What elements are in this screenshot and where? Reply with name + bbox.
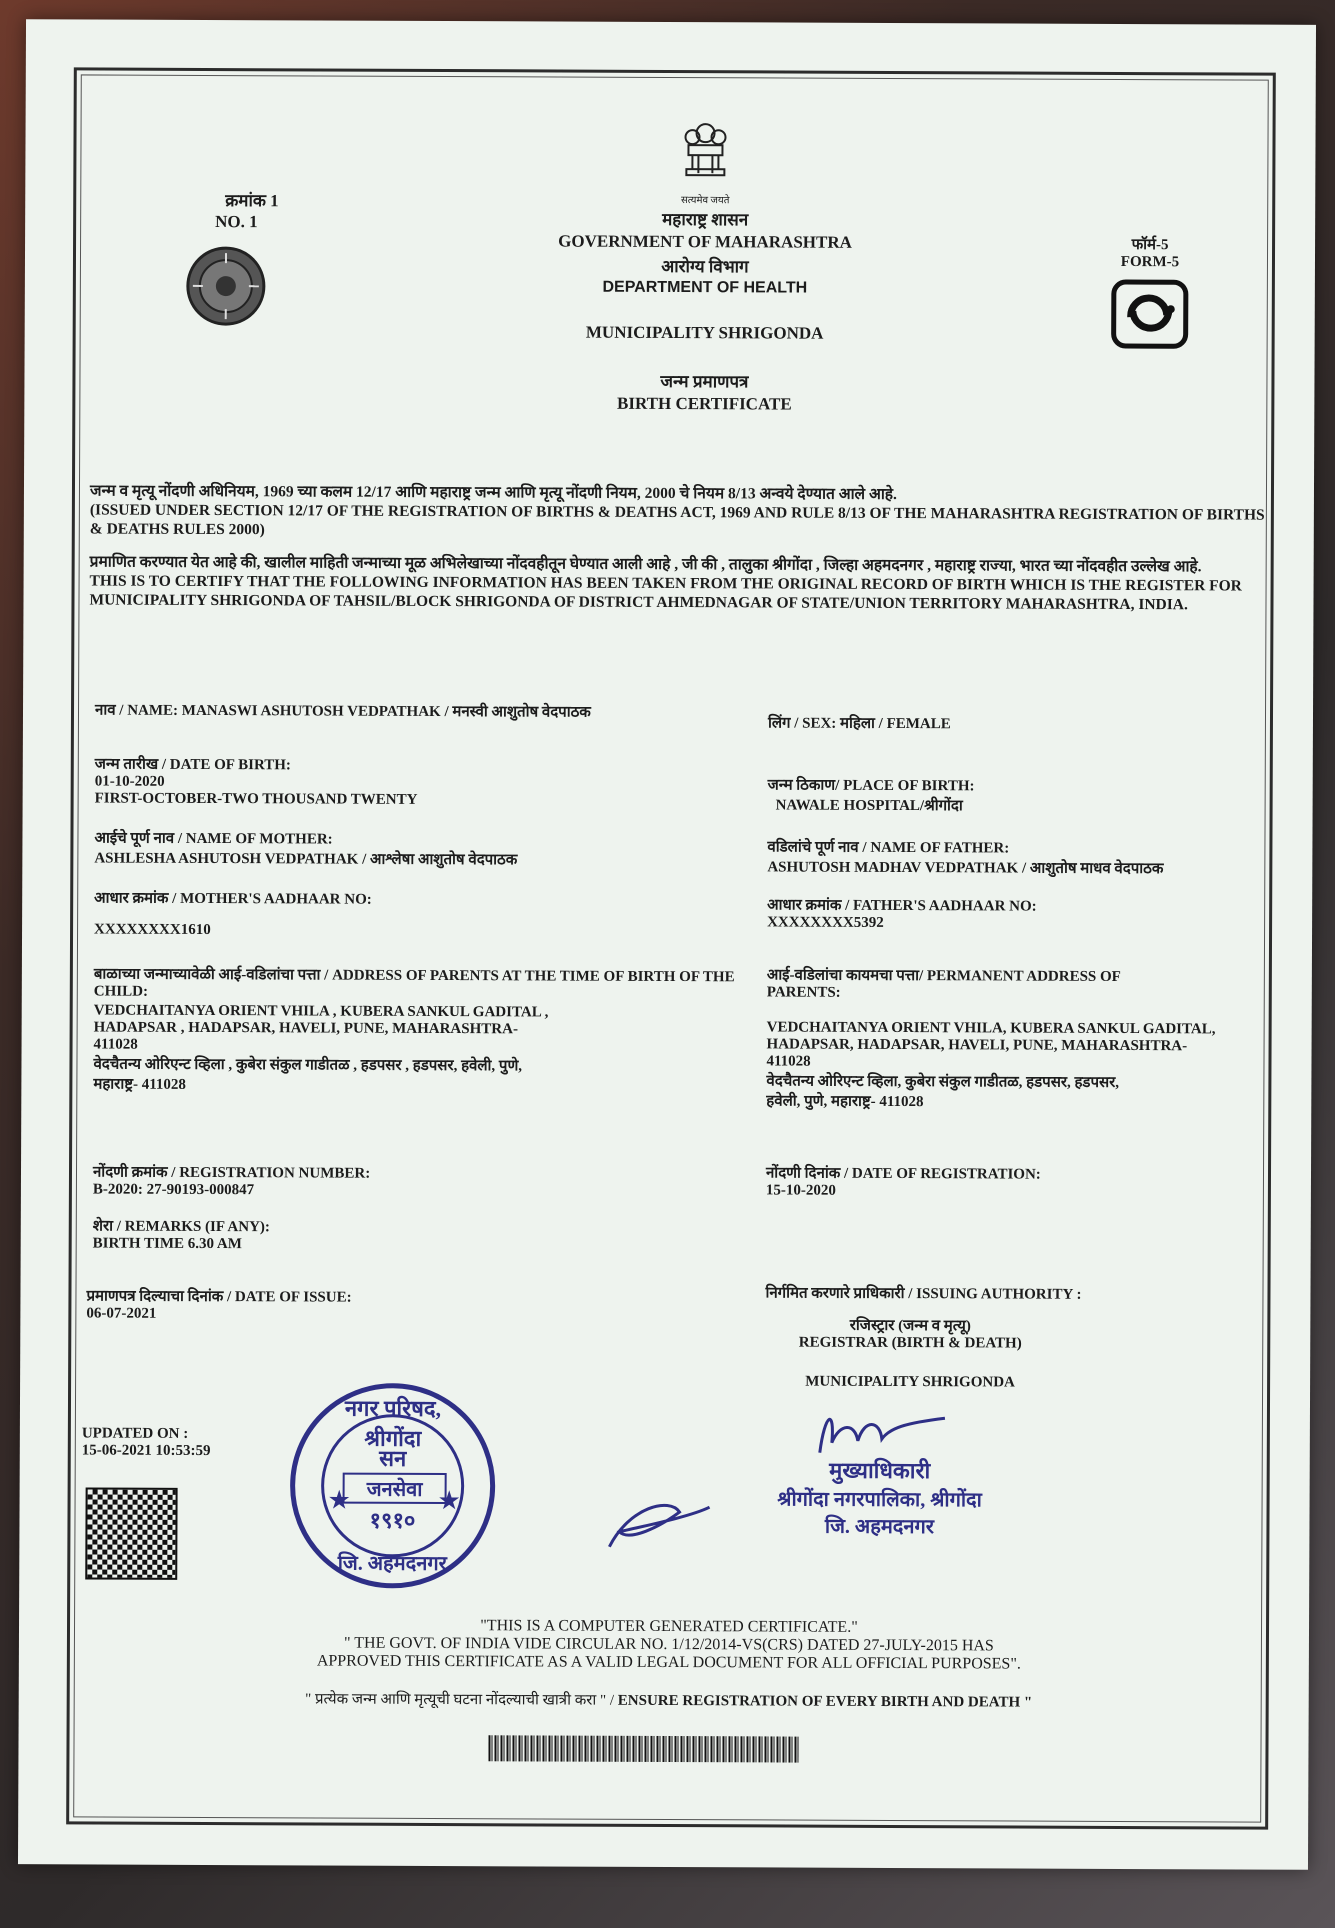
- registrar-title: REGISTRAR (BIRTH & DEATH): [798, 1334, 1022, 1352]
- ashoka-emblem-icon: [678, 117, 732, 187]
- addr-perm-en: VEDCHAITANYA ORIENT VHILA, KUBERA SANKUL GADITAL, HADAPSAR, HADAPSAR, HAVELI, PUNE, MAHARASHTRA- 411028: [766, 1019, 1216, 1070]
- gov-marathi: महाराष्ट्र शासन: [662, 209, 749, 230]
- mother-label: आईचे पूर्ण नाव / NAME OF MOTHER:: [94, 830, 333, 848]
- emblem: [645, 117, 765, 207]
- form-label: FORM-5: [1120, 253, 1180, 271]
- mother-aadhaar-label: आधार क्रमांक / MOTHER'S AADHAAR NO:: [94, 890, 372, 908]
- reg-no-label: नोंदणी क्रमांक / REGISTRATION NUMBER:: [92, 1164, 371, 1182]
- addr-birth-mr: वेदचैतन्य ओरिएन्ट व्हिला , कुबेरा संकुल गाडीतळ , हडपसर , हडपसर, हवेली, पुणे, महाराष्ट्र- 411028: [93, 1056, 523, 1093]
- remarks-label: शेरा / REMARKS (IF ANY):: [92, 1218, 270, 1236]
- intro-block: [89, 481, 1270, 614]
- footer-line-1: "THIS IS A COMPUTER GENERATED CERTIFICATE.": [480, 1617, 858, 1636]
- qr-code-icon: [85, 1487, 177, 1579]
- signatory-title: मुख्याधिकारी: [829, 1457, 931, 1484]
- registrar-municipality: MUNICIPALITY SHRIGONDA: [805, 1373, 1015, 1391]
- barcode-icon: [488, 1735, 798, 1762]
- dob-words: FIRST-OCTOBER-TWO THOUSAND TWENTY: [94, 790, 418, 808]
- father-aadhaar-label: आधार क्रमांक / FATHER'S AADHAAR NO:: [767, 897, 1037, 915]
- father-block: [767, 836, 1247, 878]
- emblem-caption: सत्यमेव जयते: [681, 195, 730, 207]
- crs-logo-icon: [1111, 279, 1189, 349]
- header-block: [444, 206, 965, 415]
- pob-label: जन्म ठिकाण/ PLACE OF BIRTH:: [767, 777, 975, 795]
- dept-marathi: आरोग्य विभाग: [661, 256, 749, 277]
- addr-birth-en: VEDCHAITANYA ORIENT VHILA , KUBERA SANKUL GADITAL , HADAPSAR , HADAPSAR, HAVELI, PUNE, MAHARASHTRA- 411028: [93, 1002, 549, 1053]
- name-label: नाव / NAME:: [94, 702, 179, 719]
- intro-marathi-2: प्रमाणित करण्यात येत आहे की, खालील माहिती जन्माच्या मूळ अभिलेखाच्या नोंदवहीतून घेण्यात आली आहे , जी की , तालुका श्रीगोंदा , जिल्हा अहमदनगर , महाराष्ट्र राज्या, भारत च्या नोंदवहीत उल्लेख आहे.: [89, 553, 1202, 576]
- sex-label: लिंग / SEX:: [767, 715, 837, 732]
- dob-label: जन्म तारीख / DATE OF BIRTH:: [94, 756, 291, 774]
- issue-block: [86, 1285, 686, 1325]
- reg-date-value: 15-10-2020: [765, 1182, 836, 1199]
- dob-block: [95, 754, 695, 811]
- stamp-inner-2: जनसेवा: [343, 1473, 447, 1504]
- mother-value: ASHLESHA ASHUTOSH VEDPATHAK / आश्लेषा आशुतोष वेदपाठक: [94, 850, 518, 869]
- issue-value: 06-07-2021: [86, 1305, 157, 1322]
- municipality-title: MUNICIPALITY SHRIGONDA: [585, 322, 824, 343]
- registrar-marathi: रजिस्ट्रार (जन्म व मृत्यू): [849, 1317, 971, 1335]
- municipal-seal-icon: [185, 245, 267, 327]
- father-value: ASHUTOSH MADHAV VEDPATHAK / आशुतोष माधव वेदपाठक: [767, 859, 1164, 878]
- svg-text:★: ★: [437, 1486, 461, 1516]
- addr-perm-block: [766, 964, 1227, 1112]
- issue-label: प्रमाणपत्र दिल्याचा दिनांक / DATE OF ISSUE:: [86, 1288, 352, 1306]
- stamp-inner-1: सन: [379, 1445, 407, 1471]
- signatory-office: श्रीगोंदा नगरपालिका, श्रीगोंदा: [777, 1488, 982, 1512]
- no-label: NO. 1: [215, 212, 258, 232]
- sex-value: महिला / FEMALE: [840, 715, 951, 733]
- reg-date-label: नोंदणी दिनांक / DATE OF REGISTRATION:: [765, 1165, 1041, 1183]
- footer-block: [169, 1616, 1169, 1712]
- registrar-block: [760, 1314, 1060, 1391]
- stamp-ring-top: नगर परिषद, श्रीगोंदा: [344, 1395, 442, 1451]
- reg-date-block: [766, 1162, 1226, 1201]
- svg-text:★: ★: [327, 1485, 351, 1515]
- updated-block: [82, 1425, 282, 1460]
- municipal-stamp: [287, 1380, 498, 1591]
- signature-scribble-icon: [599, 1487, 719, 1558]
- no-marathi: क्रमांक 1: [225, 191, 279, 211]
- remarks-block: [93, 1215, 693, 1255]
- name-value: MANASWI ASHUTOSH VEDPATHAK / मनस्वी आशुतोष वेदपाठक: [181, 702, 591, 721]
- sex-row: [768, 712, 1218, 734]
- reg-no-value: B-2020: 27-90193-000847: [92, 1181, 255, 1199]
- pob-block: [768, 774, 1228, 816]
- stamp-ring-bottom: जि. अहमदनगर: [337, 1552, 447, 1576]
- addr-birth-label: बाळाच्या जन्माच्यावेळी आई-वडिलांचा पत्ता / ADDRESS OF PARENTS AT THE TIME OF BIRTH OF THE CHILD:: [93, 966, 735, 1000]
- cert-title: BIRTH CERTIFICATE: [616, 393, 792, 414]
- father-label: वडिलांचे पूर्ण नाव / NAME OF FATHER:: [767, 839, 1010, 857]
- updated-label: UPDATED ON :: [81, 1425, 189, 1442]
- addr-birth-block: [93, 963, 744, 1096]
- mother-aadhaar-value: XXXXXXXX1610: [94, 921, 211, 939]
- authority-label: निर्गमित करणारे प्राधिकारी / ISSUING AUTHORITY :: [765, 1285, 1082, 1303]
- signatory-block: [709, 1454, 1049, 1539]
- addr-perm-mr: वेदचैतन्य ओरिएन्ट व्हिला, कुबेरा संकुल गाडीतळ, हडपसर, हडपसर, हवेली, पुणे, महाराष्ट्र- 411028: [766, 1073, 1120, 1111]
- reg-no-block: [93, 1161, 693, 1201]
- intro-marathi-1: जन्म व मृत्यू नोंदणी अधिनियम, 1969 च्या कलम 12/17 आणि महाराष्ट्र जन्म आणि मृत्यू नोंदणी नियम, 2000 चे नियम 8/13 अन्वये देण्यात आले आहे.: [89, 482, 897, 503]
- footer-line-4-english: ENSURE REGISTRATION OF EVERY BIRTH AND DEATH ": [617, 1692, 1033, 1711]
- stamp-inner-3: १९१०: [369, 1507, 416, 1533]
- updated-value: 15-06-2021 10:53:59: [81, 1442, 211, 1460]
- mother-aadhaar-block: [94, 888, 694, 942]
- gov-title: GOVERNMENT OF MAHARASHTRA: [558, 231, 852, 252]
- intro-english-1: (ISSUED UNDER SECTION 12/17 OF THE REGISTRATION OF BIRTHS & DEATHS ACT, 1969 AND RULE 8/13 OF THE MAHARASHTRA REGISTRATION OF BIRTHS & DEATHS RULES 2000): [89, 501, 1265, 539]
- mother-block: [94, 828, 694, 871]
- form-block: [1095, 234, 1206, 349]
- footer-line-2: " THE GOVT. OF INDIA VIDE CIRCULAR NO. 1/12/2014-VS(CRS) DATED 27-JULY-2015 HAS: [343, 1634, 994, 1655]
- name-row: [95, 700, 715, 723]
- cert-title-marathi: जन्म प्रमाणपत्र: [660, 371, 749, 392]
- father-aadhaar-block: [767, 894, 1227, 933]
- form-marathi: फॉर्म-5: [1131, 237, 1169, 254]
- certificate-sheet: [18, 19, 1316, 1870]
- intro-english-2: THIS IS TO CERTIFY THAT THE FOLLOWING INFORMATION HAS BEEN TAKEN FROM THE ORIGINAL RECORD OF BIRTH WHICH IS THE REGISTER FOR MUNICIPALITY SHRIGONDA OF TAHSIL/BLOCK SHRIGONDA OF DISTRICT AHMEDNAGAR OF STATE/UNION TERRITORY MAHARASHTRA, INDIA.: [89, 572, 1242, 614]
- remarks-value: BIRTH TIME 6.30 AM: [92, 1235, 242, 1253]
- pob-value: NAWALE HOSPITAL/श्रीगोंदा: [775, 797, 963, 815]
- footer-line-3: APPROVED THIS CERTIFICATE AS A VALID LEGAL DOCUMENT FOR ALL OFFICIAL PURPOSES".: [316, 1652, 1021, 1673]
- footer-line-4-marathi: " प्रत्येक जन्म आणि मृत्यूची घटना नोंदल्याची खात्री करा " /: [305, 1691, 615, 1709]
- dob-value: 01-10-2020: [94, 773, 165, 790]
- signatory-district: जि. अहमदनगर: [824, 1515, 935, 1539]
- dept-title: DEPARTMENT OF HEALTH: [602, 278, 808, 297]
- father-aadhaar-value: XXXXXXXX5392: [767, 914, 884, 931]
- addr-perm-label: आई-वडिलांचा कायमचा पत्ता/ PERMANENT ADDRESS OF PARENTS:: [766, 967, 1121, 1001]
